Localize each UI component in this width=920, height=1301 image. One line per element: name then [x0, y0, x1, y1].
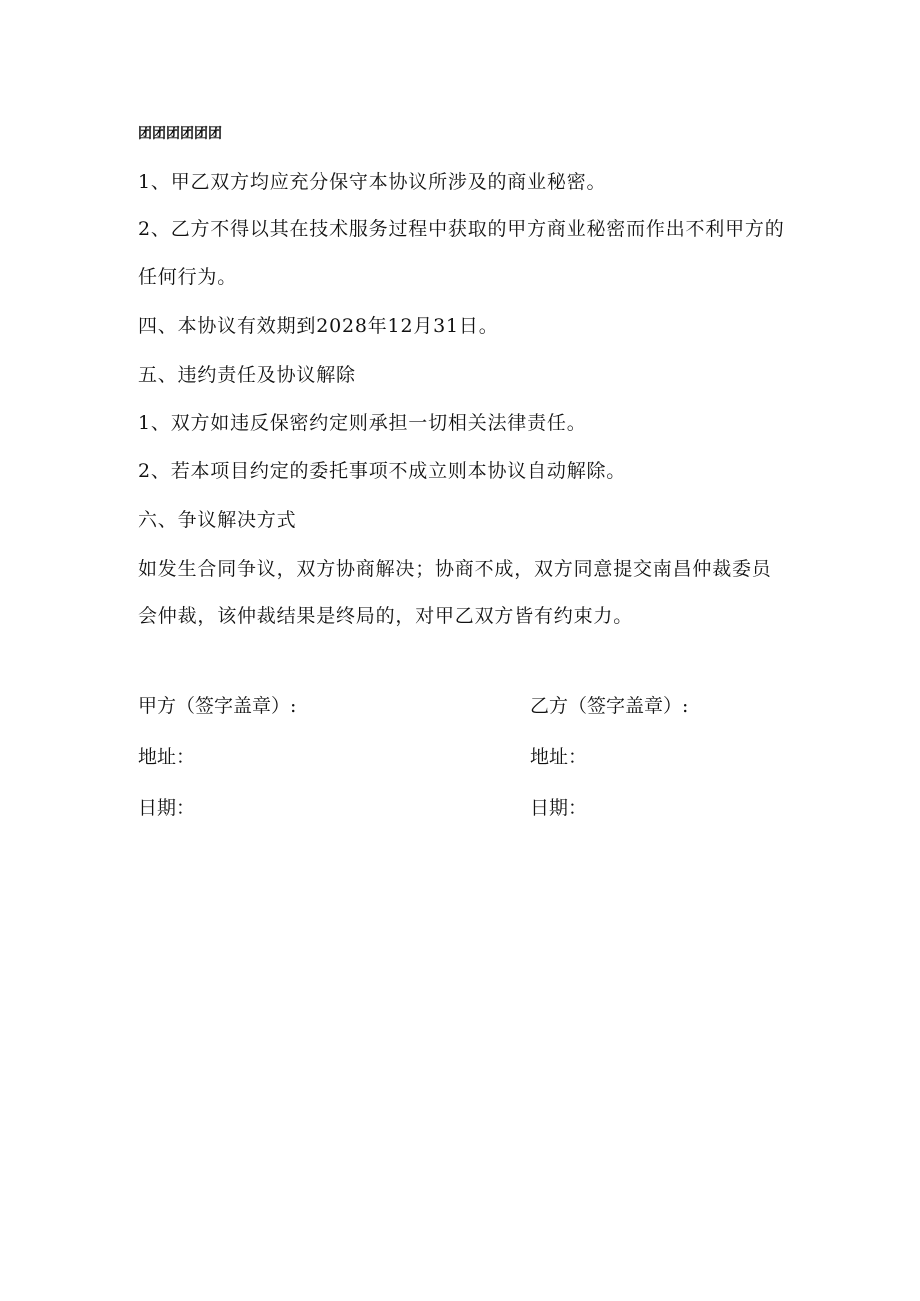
- party-b-sign-label: 乙方（签字盖章）:: [530, 695, 689, 717]
- heading-validity: 四、本协议有效期到2028年12月31日。: [138, 315, 499, 337]
- party-b-address-label: 地址：: [530, 746, 588, 768]
- section-header-glyphs: 团团团团团团: [138, 126, 222, 142]
- party-a-address-label: 地址：: [138, 746, 196, 768]
- party-a-sign-label: 甲方（签字盖章）:: [138, 695, 297, 717]
- paragraph-breach-1: 1、双方如违反保密约定则承担一切相关法律责任。: [138, 412, 587, 434]
- paragraph-confidentiality-1: 1、甲乙双方均应充分保守本协议所涉及的商业秘密。: [138, 171, 607, 193]
- paragraph-confidentiality-2-line-2: 任何行为。: [138, 266, 238, 288]
- paragraph-confidentiality-2-line-1: 2、乙方不得以其在技术服务过程中获取的甲方商业秘密而作出不利甲方的: [138, 218, 785, 240]
- party-a-date-label: 日期：: [138, 797, 196, 819]
- paragraph-dispute-line-1: 如发生合同争议，双方协商解决；协商不成，双方同意提交南昌仲裁委员: [138, 558, 772, 580]
- heading-breach: 五、违约责任及协议解除: [138, 364, 356, 386]
- paragraph-breach-2: 2、若本项目约定的委托事项不成立则本协议自动解除。: [138, 460, 627, 482]
- heading-dispute: 六、争议解决方式: [138, 509, 297, 531]
- paragraph-dispute-line-2: 会仲裁，该仲裁结果是终局的，对甲乙双方皆有约束力。: [138, 605, 634, 627]
- party-b-date-label: 日期：: [530, 797, 588, 819]
